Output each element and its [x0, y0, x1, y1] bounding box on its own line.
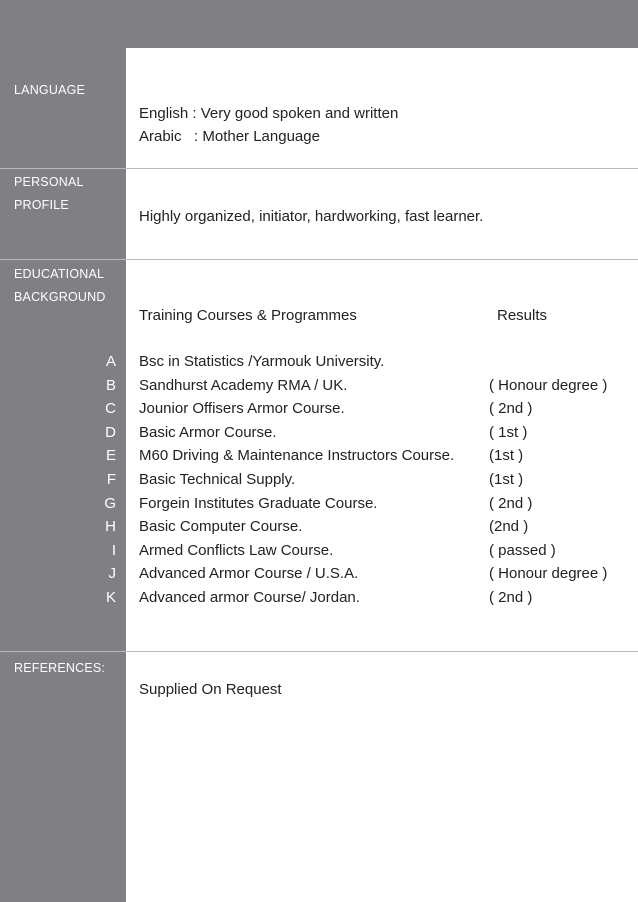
- list-item-letter: H: [105, 518, 116, 536]
- profile-text: Highly organized, initiator, hardworking, fast learner.: [139, 208, 484, 225]
- section-divider: [0, 168, 638, 169]
- section-divider: [0, 259, 638, 260]
- list-item-course: Advanced Armor Course / U.S.A.: [139, 565, 359, 583]
- list-item-course: Advanced armor Course/ Jordan.: [139, 589, 360, 606]
- list-item-course: Armed Conflicts Law Course.: [139, 541, 334, 559]
- language-line-english: English : Very good spoken and written: [139, 105, 399, 122]
- section-divider: [0, 651, 638, 652]
- list-item-course: Basic Computer Course.: [139, 518, 303, 536]
- profile-label-line1: PERSONAL: [14, 175, 84, 189]
- list-item-result: ( 2nd ): [489, 589, 533, 606]
- references-text: Supplied On Request: [139, 681, 282, 698]
- list-item-letter: F: [106, 471, 116, 488]
- courses-column-header: Training Courses & Programmes: [139, 307, 357, 324]
- language-line-arabic: Arabic : Mother Language: [139, 128, 320, 145]
- list-item-letter: C: [105, 400, 116, 418]
- list-item-course: Jounior Offisers Armor Course.: [139, 400, 345, 418]
- list-item-letter: I: [111, 541, 116, 559]
- list-item-result: ( 2nd ): [489, 494, 533, 512]
- list-item-course: Sandhurst Academy RMA / UK.: [139, 376, 348, 394]
- list-item-letter: J: [108, 565, 116, 583]
- list-item-letter: K: [105, 589, 116, 606]
- list-item-result: ( passed ): [489, 541, 556, 559]
- list-item-result: (1st ): [489, 447, 524, 465]
- results-column-header: Results: [497, 307, 548, 324]
- list-item-course: M60 Driving & Maintenance Instructors Course.: [139, 447, 455, 465]
- education-label-line1: EDUCATIONAL: [14, 267, 105, 281]
- list-item-letter: E: [105, 447, 116, 465]
- list-item-course: Basic Armor Course.: [139, 423, 277, 441]
- list-item-letter: G: [104, 494, 116, 512]
- list-item-result: ( 1st ): [489, 423, 528, 441]
- list-item-result: ( 2nd ): [489, 400, 533, 418]
- list-item-course: Basic Technical Supply.: [139, 471, 296, 488]
- header-band: [0, 0, 638, 48]
- list-item-letter: A: [105, 353, 116, 370]
- profile-label-line2: PROFILE: [14, 198, 69, 212]
- education-label-line2: BACKGROUND: [14, 290, 106, 304]
- list-item-result: (2nd ): [489, 518, 529, 536]
- list-item-result: ( Honour degree ): [489, 376, 608, 394]
- list-item-course: Bsc in Statistics /Yarmouk University.: [139, 353, 385, 370]
- list-item-letter: D: [105, 423, 116, 441]
- list-item-result: (1st ): [489, 471, 524, 488]
- list-item-result: ( Honour degree ): [489, 565, 608, 583]
- references-label: REFERENCES:: [14, 661, 106, 675]
- list-item-course: Forgein Institutes Graduate Course.: [139, 494, 378, 512]
- language-label: LANGUAGE: [14, 83, 86, 97]
- list-item-letter: B: [105, 376, 116, 394]
